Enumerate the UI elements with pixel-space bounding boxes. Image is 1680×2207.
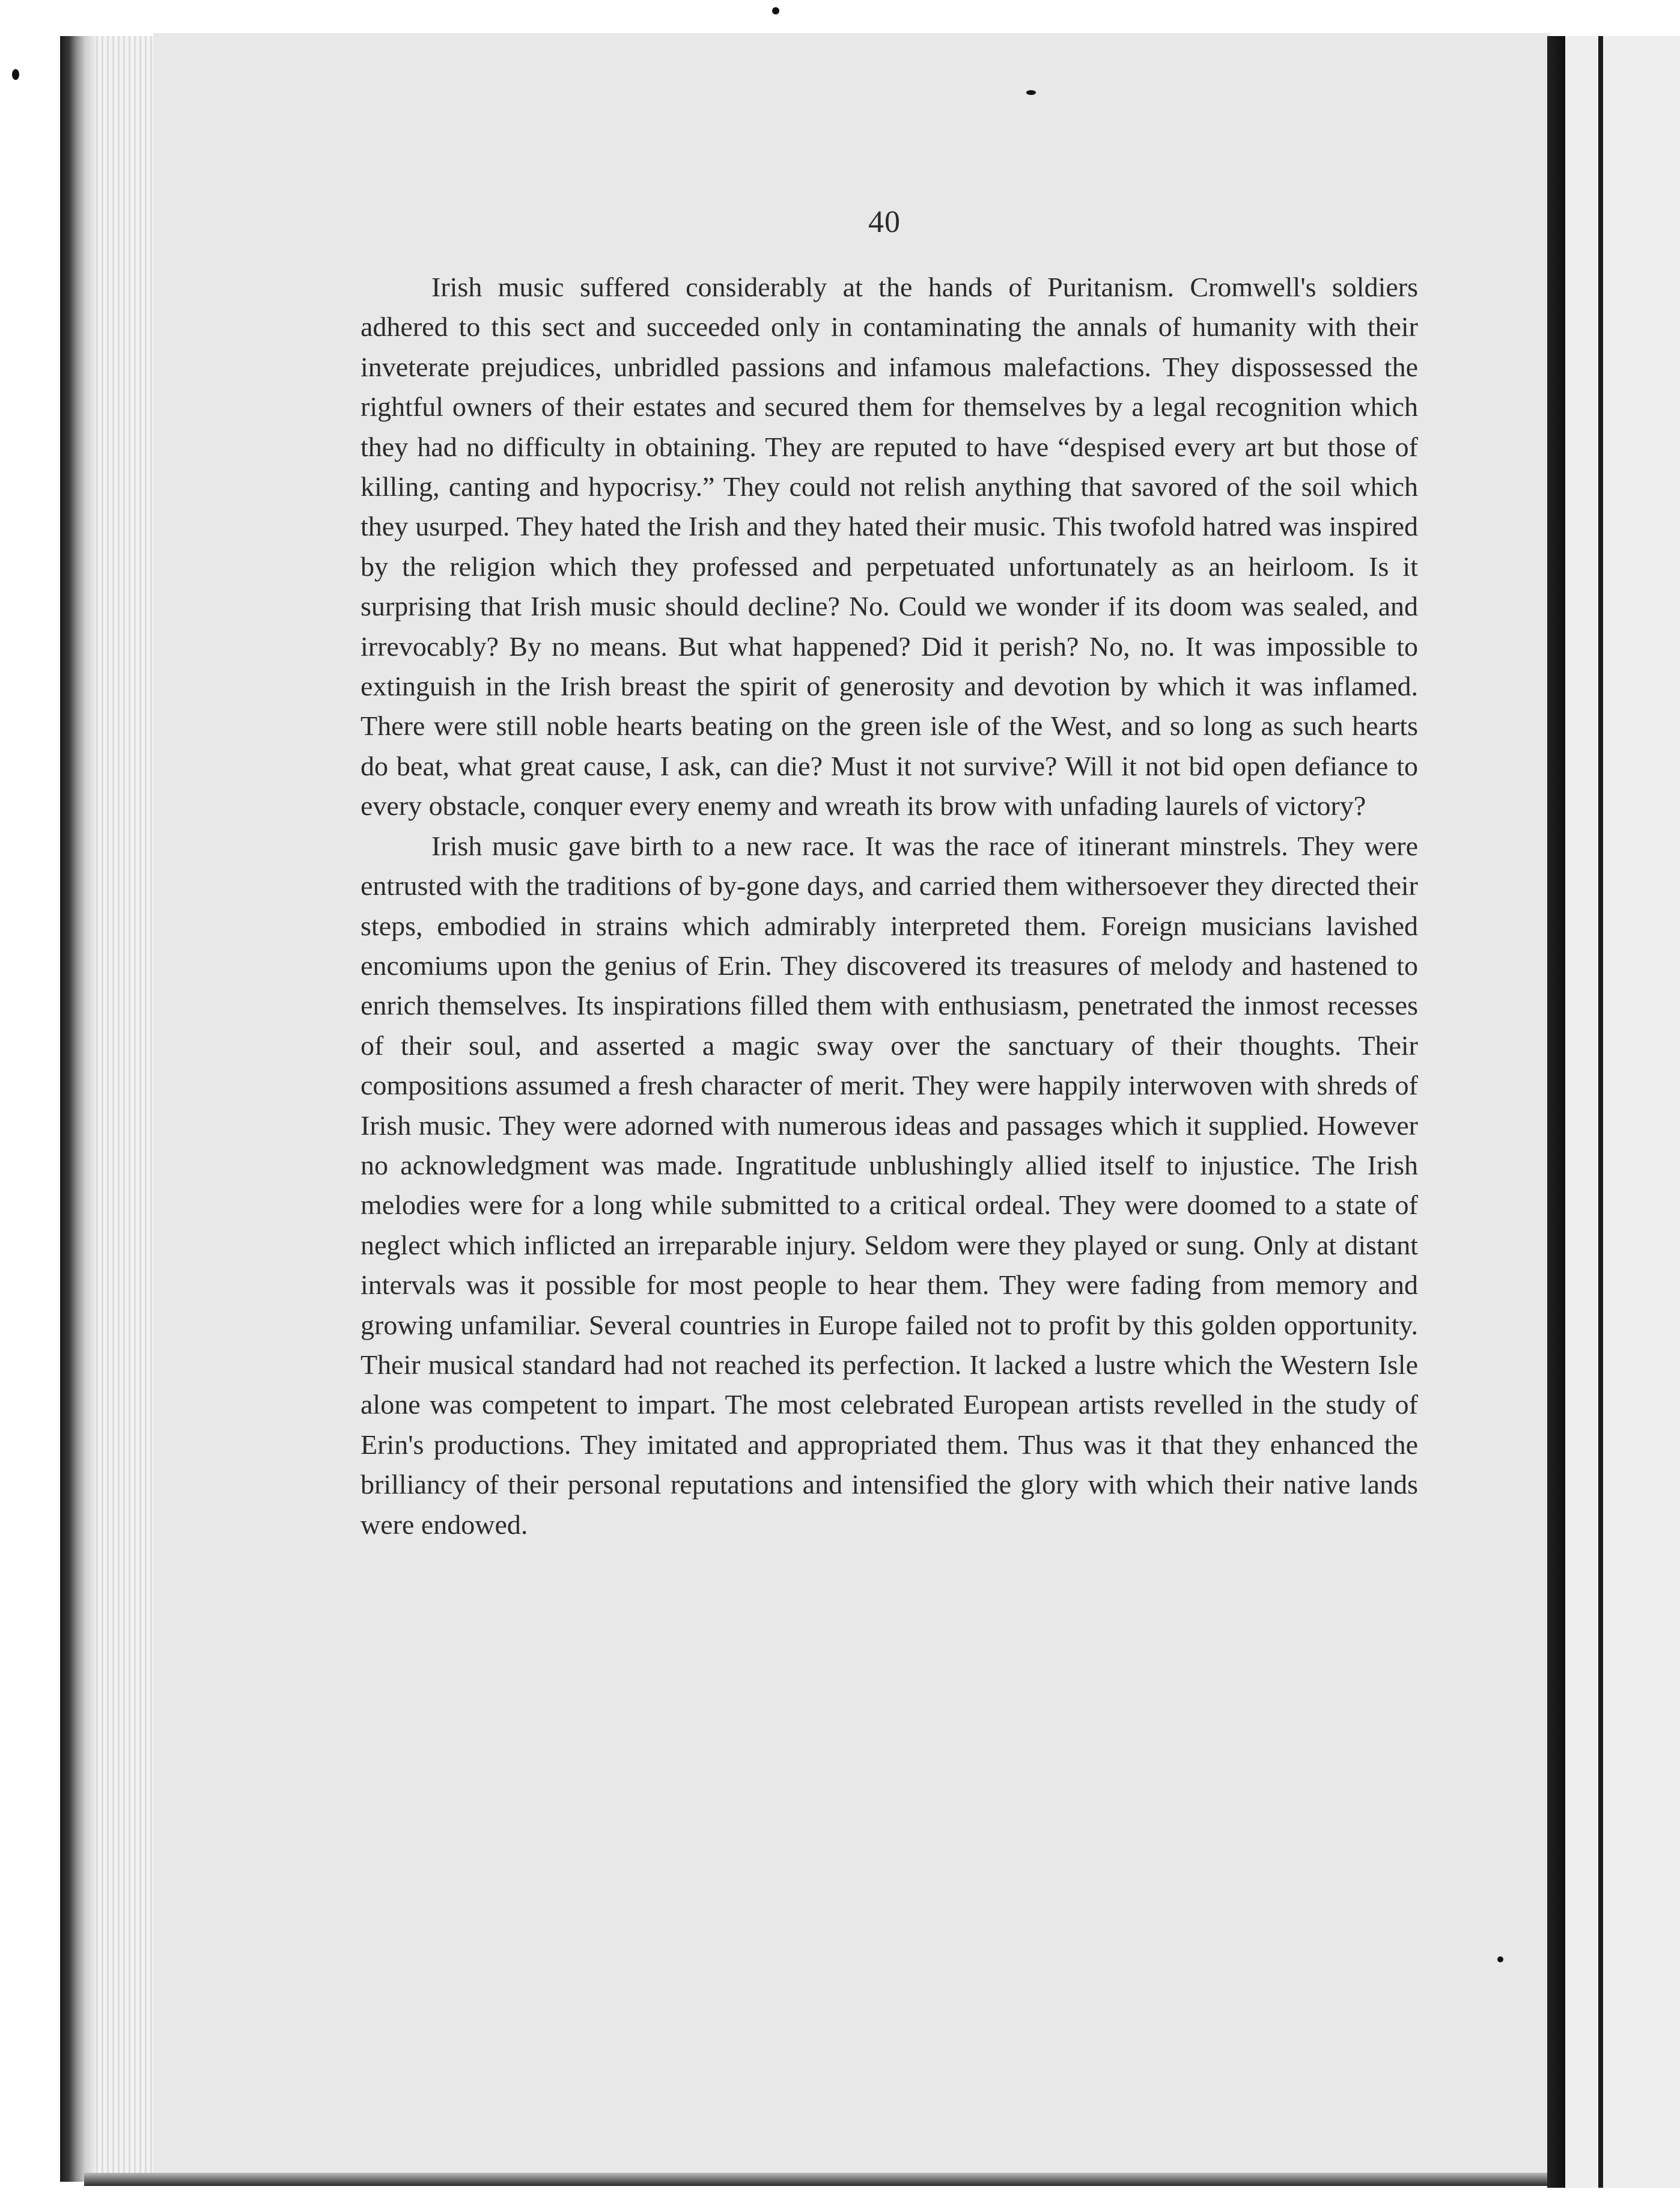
paragraph: Irish music gave birth to a new race. It was the race of itinerant minstrels. They were entrusted with the traditions of by-gone days, and carried them withersoever they directed their steps, embodied in strains which admirably interpreted them. Foreign musicians lavished encomiums upon the genius of Erin. They discovered its treasures of melody and hastened to enrich themselves. Its inspirations filled them with enthusiasm, penetrated the inmost recesses of their soul, and asserted a magic sway over the sanctuary of their thoughts. Their compositions assumed a fresh character of merit. They were happily interwoven with shreds of Irish music. They were adorned with numerous ideas and passages which it supplied. However no acknowledgment was made. Ingratitude unblushingly allied itself to injustice. The Irish melodies were for a long while submitted to a critical ordeal. They were doomed to a state of neglect which inflicted an irreparable injury. Seldom were they played or sung. Only at distant intervals was it possible for most people to hear them. They were fading from memory and growing unfamiliar. Several countries in Europe failed not to profit by this golden opportunity. Their musical standard had not reached its perfection. It lacked a lustre which the Western Isle alone was competent to impart. The most celebrated European artists revelled in the study of Erin's productions. They imitated and appropriated them. Thus was it that they enhanced the brilliancy of their personal reputations and intensified the glory with which their native lands were endowed. bbox=[361, 830, 1418, 1540]
dust-speck bbox=[1497, 1956, 1503, 1962]
facing-page-edge bbox=[1598, 36, 1603, 2188]
book-gutter-shadow bbox=[60, 36, 96, 2182]
page-edges bbox=[96, 36, 156, 2182]
page-number: 40 bbox=[868, 205, 901, 239]
dust-speck bbox=[772, 7, 779, 14]
paragraph: Irish music suffered considerably at the hands of Puritanism. Cromwell's soldiers adhered to this sect and succeeded only in contaminating the annals of humanity with their inveterate prejudices, unbridled passions and infamous malefactions. They dispossessed the rightful owners of their estates and secured them for themselves by a legal recognition which they had no difficulty in obtaining. They are reputed to have “despised every art but those of killing, canting and hypocrisy.” They could not relish anything that savored of the soil which they usurped. They hated the Irish and they hated their music. This twofold hatred was inspired by the religion which they professed and perpetuated unfortunately as an heirloom. Is it surprising that Irish music should decline? No. Could we wonder if its doom was sealed, and irrevocably? By no means. But what happened? Did it perish? No, no. It was impossible to extinguish in the Irish breast the spirit of generosity and devotion by which it was inflamed. There were still noble hearts beating on the green isle of the West, and so long as such hearts do beat, what great cause, I ask, can die? Must it not survive? Will it not bid open defiance to every obstacle, conquer every enemy and wreath its brow with unfading laurels of victory? bbox=[361, 272, 1418, 822]
page-bottom-edge bbox=[84, 2173, 1550, 2186]
body-text bbox=[361, 267, 1418, 1545]
facing-page bbox=[1565, 36, 1680, 2188]
book-fold bbox=[1547, 36, 1565, 2188]
dust-speck bbox=[12, 69, 19, 80]
dust-speck bbox=[1026, 90, 1036, 95]
